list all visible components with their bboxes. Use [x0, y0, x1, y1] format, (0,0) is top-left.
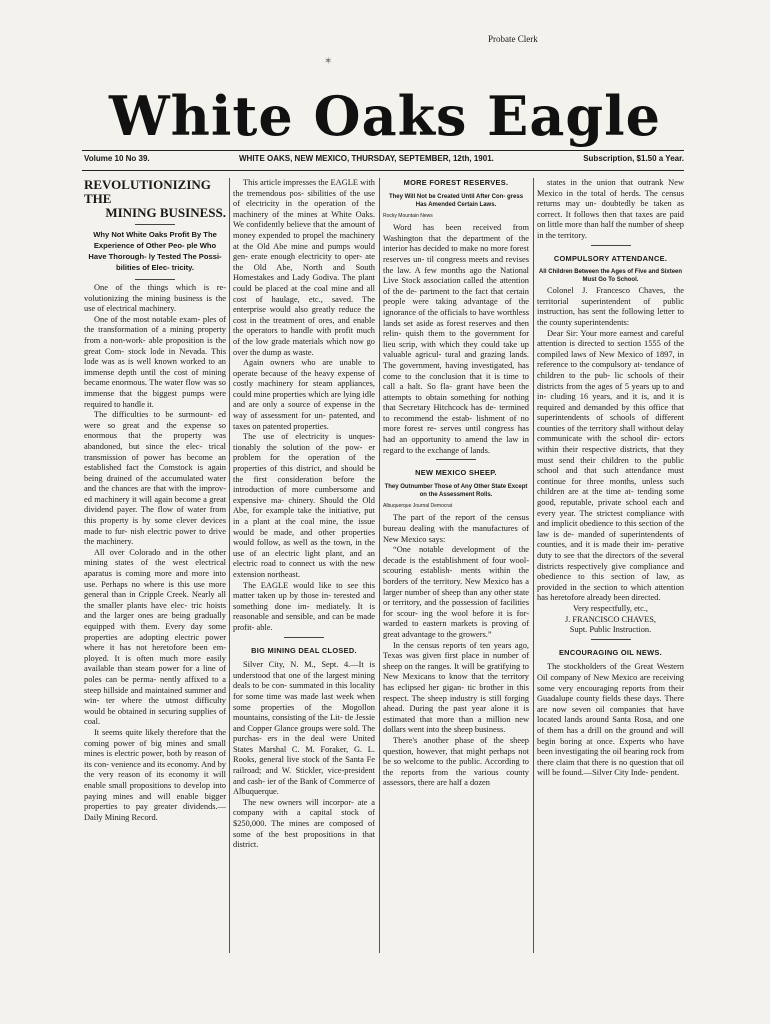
paragraph: Word has been received from Washington that the department of the interior has decided to make no more forest reserves un- til congress meets and revises the law. A few months ago the National Live Stock association called the attention of the de- partment to the fact that certain people were taking advantage of the ignorance of the officials to have worthless lands set aside as forest reserves and then relin- quish them to the government for lieu scrip, with which they could take up valuable agricul- tural and grazing lands. The government, having investigated, has come to the conclusion that it is time to call a halt. So fla- grant have been the attempts to obtain something for nothing that Secretary Hitchcock has de- termined to recommend the estab- lishment of no more forest re- serves until congress has had an opportunity to amend the law in regard to the exchange of lands.	[383, 223, 529, 455]
column-3	[383, 178, 529, 953]
volume-number: Volume 10 No 39.	[84, 154, 150, 163]
paragraph: One of the things which is re- volutionizing the mining business is the use of electrical machinery.	[84, 283, 226, 314]
divider	[135, 224, 175, 225]
paragraph: The new owners will incorpor- ate a company with a capital stock of $250,000. The mines are composed of some of the best propositions in that district.	[233, 797, 375, 850]
dateline	[84, 154, 684, 163]
paragraph: “One notable development of the decade is the establishment of four wool-scouring establish- ments within the borders of the territory. New Mexico has a larger number of sheep than any other state or territory, and the possession of facilities for scour- ing the wool before it is for- warded to eastern markets is proving of great advantage to the growers.”	[383, 545, 529, 639]
ornament-icon: ✶	[324, 56, 333, 67]
paragraph: The difficulties to be surmount- ed were so great and the expense so enormous that the property was abandoned, but since the elec- trical transmission of power has become an established fact the Comstock is again being drained of the accumulated water and the chances are that with the improv- ed machinery it will again become a great dividend payer. The flow of water from this property is by some clever devices made to fur- nish electric power to drive the machinery.	[84, 410, 226, 547]
paragraph: Silver City, N. M., Sept. 4.—It is understood that one of the largest mining deals to be con- summated in this locality for some time was made last week when some properties of the Mogollon mountains, consisting of the Lit- tle Jessie and Copper Glance groups were sold. The purchas- ers in the deal were United States Marshal C. M. Foraker, G. L. Rooks, general live stock of the Santa Fe railroad; and W. Stickler, vice-president and cash- ier of the Bank of Commerce of Albuquerque.	[233, 660, 375, 797]
paragraph: The part of the report of the census bureau dealing with the manufactures of New Mexico says:	[383, 513, 529, 544]
article-headline-line1: REVOLUTIONIZING THE	[84, 178, 211, 206]
article-headline: ENCOURAGING OIL NEWS.	[558, 647, 663, 657]
column-separator	[379, 178, 380, 953]
paragraph: One of the most notable exam- ples of the transformation of a mining property from a non-work- able proposition is the great Com- stock lode in Nevada. This lode was as is well known worked to an immense depth until the cost of mining became enormous. The water flow was so immense that the biggest pumps were required to handle it.	[84, 314, 226, 409]
subscription-price: Subscription, $1.50 a Year.	[583, 154, 684, 163]
masthead-rule-top	[82, 150, 684, 151]
article-subhead: All Children Between the Ages of Five and Sixteen Must Go To School.	[538, 269, 683, 284]
article-subhead: They Outnumber Those of Any Other State Except on the Assessment Rolls.	[384, 483, 528, 498]
column-1	[84, 178, 226, 953]
article-headline-line2: MINING BUSINESS.	[105, 205, 226, 220]
masthead-title: White Oaks Eagle	[109, 84, 661, 148]
article-headline: COMPULSORY ATTENDANCE.	[553, 253, 668, 263]
signature-line: Very respectfully, etc.,	[572, 603, 649, 613]
article-source: Albuquerque Journal Democrat	[383, 502, 453, 509]
paragraph: All over Colorado and in the other mining states of the west electrical aparatus is coming more and more into use. Perhaps no where is this use more general than in Cripple Creek. Nearly all the smaller plants have elec- tric hoists and the larger ones are being gradually equipped with them. Every day some properties are adopting electric power where it has not heretofore been em- ployed. It is often much more easily available than steam power for a line of poles can be perma- nently affixed to a steep hillside and maintained summer and win- ter where the utmost difficulty would be obtained in securing supplies of coal.	[84, 547, 226, 727]
paragraph: The use of electricity is unques- tionably the solution of the pow- er problem for the operation of the properties of this district, and should be the first consideration before the introduction of more cumbersome and expensive ma- chinery. Should the Old Abe, for example take the initiative, put in a plant at the coal mine, the issue would be made, and other properties would follow, as well as the town, in the use of an electric light plant, and an electric road to connect us with the new extension northeast.	[233, 432, 375, 579]
divider	[284, 637, 324, 638]
paragraph: Colonel J. Francesco Chaves, the territorial superintendent of public instruction, has sent the following letter to the county superintendents:	[537, 286, 684, 327]
paragraph: Again owners who are unable to operate because of the heavy expense of costly machinery for steam appliances, could mine properties which are lying idle and are only a source of expense in the way of assessment for un- patented, and taxes on patented properties.	[233, 358, 375, 431]
article-source: Rocky Mountain News	[383, 212, 433, 219]
article-headline: BIG MINING DEAL CLOSED.	[251, 645, 357, 655]
column-2	[233, 178, 375, 953]
article-subhead: They Will Not be Created Until After Con- gress Has Amended Certain Laws.	[388, 193, 524, 208]
paragraph: The EAGLE would like to see this matter taken up by those in- terested and something done im- mediately. It is reasonable and sensible, and can be made profit- able.	[233, 580, 375, 632]
article-deck: Why Not White Oaks Profit By The Experience of Other Peo- ple Who Have Thorough- ly Tested The Possi- bilities of Elec- tricity.	[88, 230, 222, 272]
place-date: WHITE OAKS, NEW MEXICO, THURSDAY, SEPTEMBER, 12th, 1901.	[239, 154, 494, 163]
paragraph: There's another phase of the sheep question, however, that might perhaps not be so welcome to the public. According to the reports from the various county assessors, there are half a dozen	[383, 735, 529, 788]
masthead-rule-bottom	[82, 170, 684, 171]
divider	[436, 459, 476, 460]
paragraph: In the census reports of ten years ago, Texas was given first place in number of sheep on the ranges. It will be gratifying to New Mexicans to know that the territory has eclipsed her gigan- tic brother in this respect. The sheep industry is still forging ahead. During the past year alone it is estimated that more than a million new dollars went into the sheep business.	[383, 640, 529, 735]
article-headline: MORE FOREST RESERVES.	[403, 178, 509, 187]
column-4	[537, 178, 684, 953]
column-separator	[229, 178, 230, 953]
probate-clerk-note: Probate Clerk	[488, 34, 538, 44]
divider	[135, 279, 175, 280]
paragraph: The stockholders of the Great Western Oil company of New Mexico are receiving some very encouraging reports from their Guadalupe county fields these days. There are now seven oil companies that have located lands around Santa Rosa, and one of them has a drill on the ground and will begin boring at once. Experts who have been investigating the oil bearing rock from there claim that there is no question that oil will be found.—Silver City Inde- pendent.	[537, 662, 684, 778]
signature-title: Supt. Public Instruction.	[569, 625, 652, 635]
divider	[591, 639, 631, 640]
paragraph: This article impresses the EAGLE with the tremendous pos- sibilities of the use of electricity in the operation of the machinery of the mines at White Oaks. We confidently believe that the amount of money expended to propel the machinery at the Old Abe mine and pumps would gen- erate enough electricity to oper- ate the Old Abe, North and South Homestakes and Lady Godiva. The plant could be placed at the coal mine and all cost of haulage, etc., saved. The enterprise would also greatly reduce the cost in the treatment of ores, and enable the operators to handle with profit much of the low grade materials which now go over the dump as waste.	[233, 178, 375, 357]
paragraph: states in the union that outrank New Mexico in the total of herds. The census returns may un- doubtedly be taken as correct. It follows then that taxes are paid on little more than half the number of sheep in the territory.	[537, 178, 684, 240]
signature-name: J. FRANCISCO CHAVES,	[564, 614, 657, 624]
column-separator	[533, 178, 534, 953]
paragraph: It seems quite likely therefore that the coming power of big mines and small mines is electric power, both by reason of its con- venience and its economy. And by the very reason of its economy it will enable small propositions to develop into paying mines and will enable bigger properties to pay greater dividends.—Daily Mining Record.	[84, 727, 226, 822]
paragraph: Dear Sir: Your more earnest and careful attention is directed to section 1555 of the compiled laws of New Mexico of 1897, in reference to the compulsory at- tendance of children to the pub- lic schools of their districts from the ages of 5 years up to and in- cluding 16 years, and it is, and it is required and demanded by this office that superintendents of schools of different counties of the territory shall without delay communicate with the school dir- ectors within their respective districts, that they must send their children to the public school and that such attendance must continue for three months, unless such children are at the time at- tending some good, reputable, private school each and every year. The strictest compliance with and implicit obedience to this section of the law is de- manded of superintendents of counties, and it is made their im- perative duty to see that the directors of the several districts respectively give compliance and obedience to this section of law, as provided in the section to which attention has heretofore already been directed.	[537, 328, 684, 603]
divider	[591, 245, 631, 246]
article-headline: NEW MEXICO SHEEP.	[415, 468, 497, 478]
